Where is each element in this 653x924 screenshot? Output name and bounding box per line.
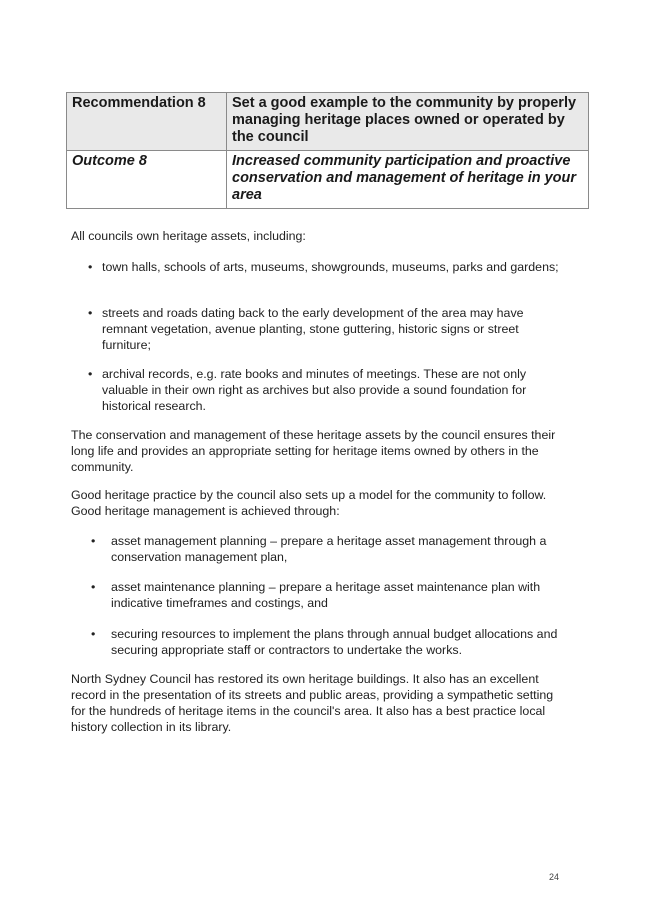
north-sydney-paragraph: North Sydney Council has restored its own heritage buildings. It also has an excellent record in the presentation of its streets and public areas, providing a sympathetic setting for the hundreds of heritage items in the council's area. It also has a best practice local history collection in its library. [71, 672, 554, 734]
practice-paragraph: Good heritage practice by the council also sets up a model for the community to follow. Good heritage management is achieved through: [71, 488, 547, 518]
bullet-icon: • [91, 627, 96, 641]
outcome-row [67, 151, 589, 209]
bullet-icon: • [91, 534, 96, 548]
intro-paragraph: All councils own heritage assets, including: [71, 229, 306, 243]
bullet-icon: • [88, 306, 93, 320]
document-page: Recommendation 8 Set a good example to the community by properly managing heritage places owned or operated by the council Outcome 8 Increased community participation and proactive conservation and management of heritage in your area All councils own heritage assets, including: • town halls, schools of arts, museums, showgrounds, museums, parks and gardens; • streets and roads dating back to the early development of the area may have remnant vegetation, avenue planting, stone guttering, historic signs or street furniture; • archival records, e.g. rate books and minutes of meetings. These are not only valuable in their own right as archives but also provide a sound foundation for historical research. The conservation and management of these heritage assets by the council ensures their long life and provides an appropriate setting for heritage items owned by others in the community. Good heritage practice by the council also sets up a model for the community to follow. Good heritage management is achieved through: • asset management planning – prepare a heritage asset management through a conservation management plan, • asset maintenance planning – prepare a heritage asset maintenance plan with indicative timeframes and costings, and • securing resources to implement the plans through annual budget allocations and securing appropriate staff or contractors to undertake the works. North Sydney Council has restored its own heritage buildings. It also has an excellent record in the presentation of its streets and public areas, providing a sympathetic setting for the hundreds of heritage items in the council's area. It also has a best practice local history collection in its library. 24 [0, 0, 653, 924]
recommendation-row [67, 93, 589, 151]
bullet-icon: • [88, 260, 93, 274]
outcome-label: Outcome 8 [67, 151, 227, 209]
conservation-paragraph: The conservation and management of these heritage assets by the council ensures their long life and provides an appropriate setting for heritage items owned by others in the community. [71, 428, 556, 474]
page-number: 24 [549, 872, 560, 882]
recommendation-table [66, 92, 589, 209]
bullet-icon: • [88, 367, 93, 381]
bullet-icon: • [91, 580, 96, 594]
outcome-text: Increased community participation and proactive conservation and management of heritage in your area [227, 151, 589, 209]
recommendation-text: Set a good example to the community by properly managing heritage places owned or operated by the council [227, 93, 589, 151]
recommendation-label: Recommendation 8 [67, 93, 227, 151]
